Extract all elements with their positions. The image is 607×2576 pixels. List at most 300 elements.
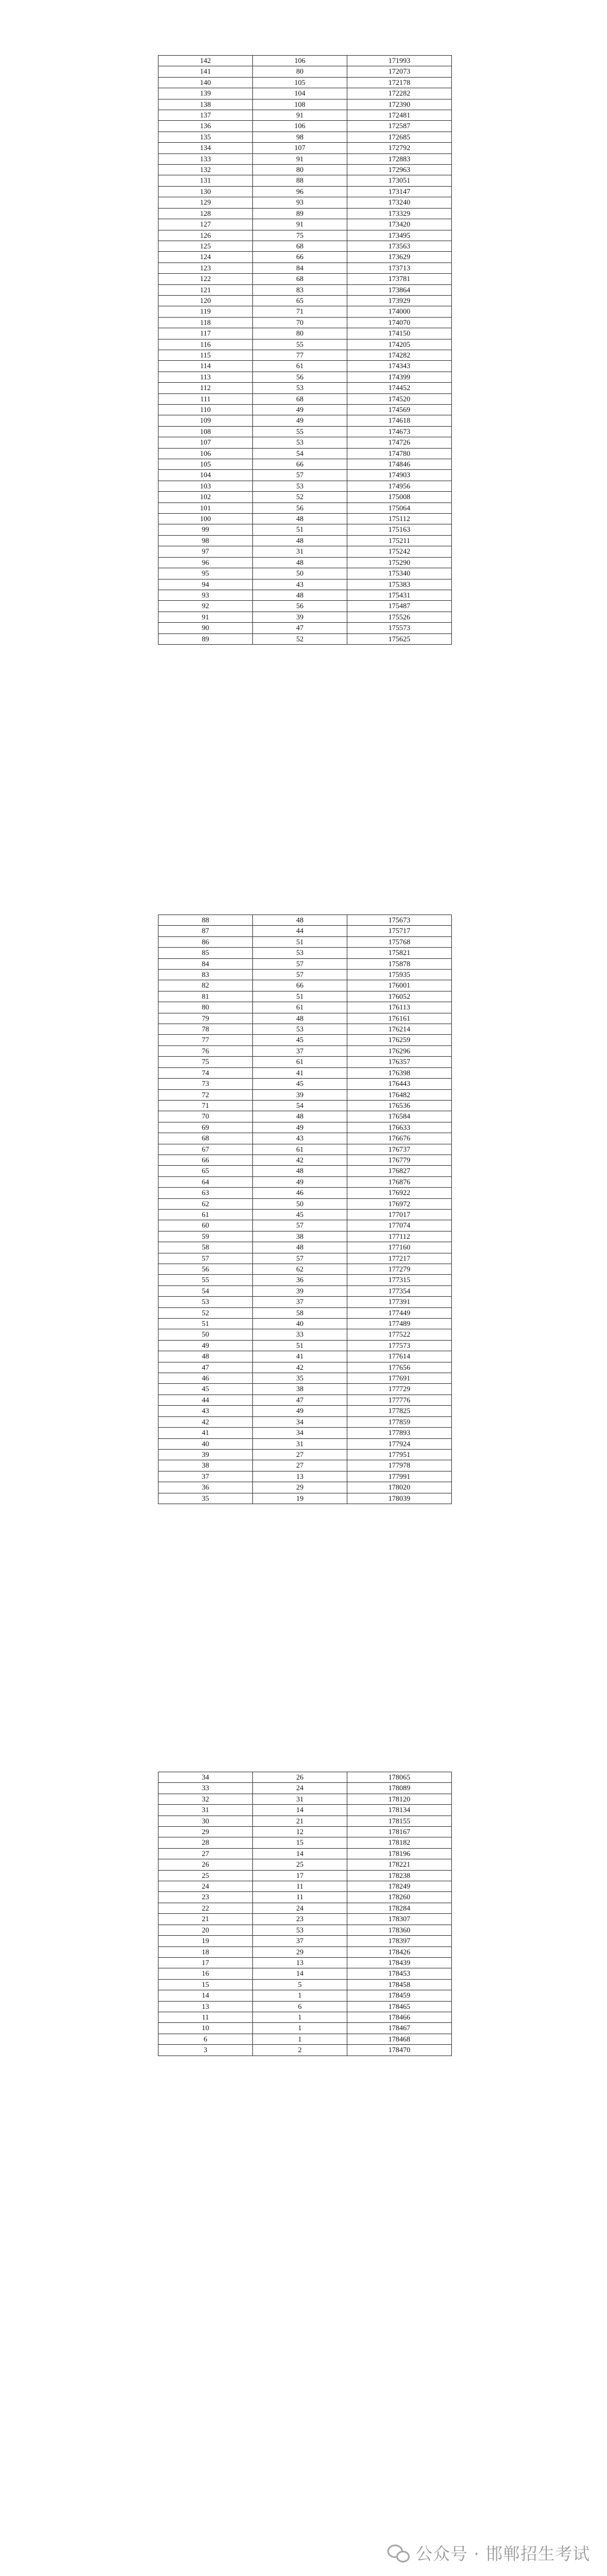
score-cell: 16 xyxy=(158,1968,253,1979)
table-row xyxy=(158,1892,452,1903)
count-cell: 107 xyxy=(253,143,347,153)
count-cell: 57 xyxy=(253,970,347,980)
score-cell: 85 xyxy=(158,948,253,958)
count-cell: 12 xyxy=(253,1827,347,1837)
cumulative-cell: 173147 xyxy=(347,186,452,197)
cumulative-cell: 176052 xyxy=(347,991,452,1002)
cumulative-cell: 175383 xyxy=(347,579,452,590)
count-cell: 55 xyxy=(253,426,347,437)
table-row xyxy=(158,1144,452,1155)
cumulative-cell: 174569 xyxy=(347,405,452,415)
table-row xyxy=(158,339,452,350)
table-row xyxy=(158,1870,452,1881)
count-cell: 61 xyxy=(253,1002,347,1013)
score-cell: 25 xyxy=(158,1870,253,1881)
cumulative-cell: 177017 xyxy=(347,1209,452,1220)
count-cell: 48 xyxy=(253,557,347,568)
table-row xyxy=(158,1373,452,1384)
score-cell: 6 xyxy=(158,2034,253,2044)
score-cell: 42 xyxy=(158,1416,253,1427)
cumulative-cell: 174618 xyxy=(347,415,452,426)
count-cell: 24 xyxy=(253,1903,347,1913)
score-cell: 131 xyxy=(158,175,253,186)
count-cell: 66 xyxy=(253,252,347,262)
table-row xyxy=(158,1155,452,1165)
score-cell: 51 xyxy=(158,1319,253,1329)
count-cell: 48 xyxy=(253,1242,347,1253)
score-cell: 18 xyxy=(158,1946,253,1957)
count-cell: 1 xyxy=(253,2034,347,2044)
cumulative-cell: 178221 xyxy=(347,1859,452,1870)
score-cell: 41 xyxy=(158,1428,253,1438)
count-cell: 38 xyxy=(253,1231,347,1242)
cumulative-cell: 178182 xyxy=(347,1837,452,1848)
count-cell: 88 xyxy=(253,175,347,186)
cumulative-cell: 176584 xyxy=(347,1111,452,1122)
score-cell: 83 xyxy=(158,970,253,980)
cumulative-cell: 175340 xyxy=(347,568,452,579)
cumulative-cell: 173629 xyxy=(347,252,452,262)
table-row xyxy=(158,219,452,230)
cumulative-cell: 178065 xyxy=(347,1772,452,1783)
count-cell: 43 xyxy=(253,579,347,590)
table-row xyxy=(158,1482,452,1493)
score-table-block-2 xyxy=(158,914,452,1504)
cumulative-cell: 175290 xyxy=(347,557,452,568)
table-row xyxy=(158,1449,452,1460)
count-cell: 51 xyxy=(253,1340,347,1351)
cumulative-cell: 177859 xyxy=(347,1416,452,1427)
count-cell: 1 xyxy=(253,1990,347,2001)
cumulative-cell: 174956 xyxy=(347,481,452,491)
table-row xyxy=(158,1384,452,1395)
cumulative-cell: 178284 xyxy=(347,1903,452,1913)
count-cell: 96 xyxy=(253,186,347,197)
score-cell: 69 xyxy=(158,1122,253,1133)
cumulative-cell: 175878 xyxy=(347,958,452,969)
table-row xyxy=(158,274,452,284)
cumulative-cell: 176737 xyxy=(347,1144,452,1155)
score-cell: 97 xyxy=(158,546,253,557)
cumulative-cell: 173929 xyxy=(347,295,452,306)
count-cell: 80 xyxy=(253,66,347,77)
score-cell: 75 xyxy=(158,1057,253,1067)
count-cell: 48 xyxy=(253,1166,347,1176)
cumulative-cell: 177217 xyxy=(347,1253,452,1264)
count-cell: 14 xyxy=(253,1805,347,1816)
table-row xyxy=(158,1035,452,1045)
score-cell: 106 xyxy=(158,448,253,459)
table-row xyxy=(158,165,452,175)
count-cell: 37 xyxy=(253,1045,347,1056)
score-cell: 63 xyxy=(158,1188,253,1198)
table-row xyxy=(158,1100,452,1111)
cumulative-cell: 178439 xyxy=(347,1957,452,1968)
count-cell: 61 xyxy=(253,1057,347,1067)
count-cell: 57 xyxy=(253,1253,347,1264)
count-cell: 91 xyxy=(253,219,347,230)
table-row xyxy=(158,121,452,132)
count-cell: 42 xyxy=(253,1155,347,1165)
count-cell: 104 xyxy=(253,88,347,99)
table-row xyxy=(158,2001,452,2012)
count-cell: 45 xyxy=(253,1035,347,1045)
cumulative-cell: 176443 xyxy=(347,1079,452,1089)
table-row xyxy=(158,1166,452,1176)
cumulative-cell: 175526 xyxy=(347,612,452,622)
count-cell: 57 xyxy=(253,470,347,481)
score-cell: 90 xyxy=(158,623,253,633)
table-row xyxy=(158,1406,452,1416)
score-cell: 10 xyxy=(158,2023,253,2034)
score-cell: 94 xyxy=(158,579,253,590)
score-cell: 59 xyxy=(158,1231,253,1242)
table-row xyxy=(158,1990,452,2001)
cumulative-cell: 177614 xyxy=(347,1351,452,1362)
score-cell: 88 xyxy=(158,915,253,926)
table-row xyxy=(158,1176,452,1187)
count-cell: 106 xyxy=(253,56,347,66)
count-cell: 51 xyxy=(253,524,347,535)
score-cell: 84 xyxy=(158,958,253,969)
score-cell: 33 xyxy=(158,1783,253,1794)
count-cell: 31 xyxy=(253,546,347,557)
score-cell: 112 xyxy=(158,383,253,393)
cumulative-cell: 174780 xyxy=(347,448,452,459)
score-cell: 48 xyxy=(158,1351,253,1362)
cumulative-cell: 176827 xyxy=(347,1166,452,1176)
count-cell: 75 xyxy=(253,230,347,241)
watermark-text: 公众号 · 邯郸招生考试 xyxy=(415,2545,590,2564)
table-row xyxy=(158,1209,452,1220)
score-cell: 36 xyxy=(158,1482,253,1493)
count-cell: 37 xyxy=(253,1936,347,1946)
count-cell: 6 xyxy=(253,2001,347,2012)
table-row xyxy=(158,612,452,622)
score-table-block-3 xyxy=(158,1772,452,2056)
table-row xyxy=(158,1837,452,1848)
count-cell: 27 xyxy=(253,1449,347,1460)
count-cell: 56 xyxy=(253,372,347,382)
count-cell: 52 xyxy=(253,492,347,502)
count-cell: 49 xyxy=(253,405,347,415)
count-cell: 44 xyxy=(253,926,347,936)
cumulative-cell: 178465 xyxy=(347,2001,452,2012)
count-cell: 57 xyxy=(253,958,347,969)
table-row xyxy=(158,936,452,947)
count-cell: 49 xyxy=(253,1176,347,1187)
cumulative-cell: 176779 xyxy=(347,1155,452,1165)
count-cell: 66 xyxy=(253,980,347,991)
score-cell: 95 xyxy=(158,568,253,579)
table-row xyxy=(158,1275,452,1285)
cumulative-cell: 178249 xyxy=(347,1881,452,1892)
table-row xyxy=(158,350,452,360)
score-cell: 31 xyxy=(158,1805,253,1816)
score-cell: 138 xyxy=(158,99,253,110)
score-cell: 20 xyxy=(158,1925,253,1935)
cumulative-cell: 175431 xyxy=(347,590,452,600)
cumulative-cell: 177825 xyxy=(347,1406,452,1416)
cumulative-cell: 173563 xyxy=(347,241,452,251)
table-row xyxy=(158,175,452,186)
table-row xyxy=(158,1242,452,1253)
cumulative-cell: 178458 xyxy=(347,1979,452,1990)
table-row xyxy=(158,88,452,99)
count-cell: 43 xyxy=(253,1133,347,1144)
cumulative-cell: 172685 xyxy=(347,132,452,142)
count-cell: 53 xyxy=(253,481,347,491)
table-row xyxy=(158,197,452,208)
count-cell: 57 xyxy=(253,1220,347,1231)
cumulative-cell: 176357 xyxy=(347,1057,452,1067)
count-cell: 48 xyxy=(253,1013,347,1024)
cumulative-cell: 173495 xyxy=(347,230,452,241)
table-row xyxy=(158,514,452,524)
table-row xyxy=(158,1002,452,1013)
score-cell: 123 xyxy=(158,262,253,273)
cumulative-cell: 175487 xyxy=(347,601,452,612)
cumulative-cell: 174846 xyxy=(347,459,452,470)
count-cell: 83 xyxy=(253,284,347,295)
table-row xyxy=(158,2023,452,2034)
cumulative-cell: 177315 xyxy=(347,1275,452,1285)
score-cell: 77 xyxy=(158,1035,253,1045)
table-row xyxy=(158,546,452,557)
cumulative-cell: 177112 xyxy=(347,1231,452,1242)
count-cell: 5 xyxy=(253,1979,347,1990)
count-cell: 48 xyxy=(253,590,347,600)
cumulative-cell: 173781 xyxy=(347,274,452,284)
cumulative-cell: 172792 xyxy=(347,143,452,153)
score-cell: 34 xyxy=(158,1772,253,1783)
cumulative-cell: 177729 xyxy=(347,1384,452,1395)
score-cell: 128 xyxy=(158,208,253,219)
score-cell: 58 xyxy=(158,1242,253,1253)
table-row xyxy=(158,1198,452,1209)
count-cell: 34 xyxy=(253,1428,347,1438)
wechat-icon xyxy=(387,2543,410,2561)
score-cell: 79 xyxy=(158,1013,253,1024)
table-row xyxy=(158,601,452,612)
table-row xyxy=(158,1013,452,1024)
table-row xyxy=(158,1057,452,1067)
score-cell: 21 xyxy=(158,1914,253,1925)
count-cell: 48 xyxy=(253,514,347,524)
cumulative-cell: 178360 xyxy=(347,1925,452,1935)
cumulative-cell: 175625 xyxy=(347,633,452,644)
count-cell: 31 xyxy=(253,1438,347,1449)
score-cell: 105 xyxy=(158,459,253,470)
score-cell: 28 xyxy=(158,1837,253,1848)
table-row xyxy=(158,1925,452,1935)
score-cell: 66 xyxy=(158,1155,253,1165)
count-cell: 39 xyxy=(253,612,347,622)
count-cell: 37 xyxy=(253,1297,347,1307)
table-row xyxy=(158,306,452,317)
count-cell: 34 xyxy=(253,1416,347,1427)
score-cell: 86 xyxy=(158,936,253,947)
cumulative-cell: 178120 xyxy=(347,1794,452,1804)
table-row xyxy=(158,1805,452,1816)
count-cell: 1 xyxy=(253,2023,347,2034)
count-cell: 39 xyxy=(253,1089,347,1100)
score-cell: 37 xyxy=(158,1471,253,1482)
table-row xyxy=(158,915,452,926)
count-cell: 23 xyxy=(253,1914,347,1925)
cumulative-cell: 175821 xyxy=(347,948,452,958)
score-cell: 104 xyxy=(158,470,253,481)
table-row xyxy=(158,1428,452,1438)
count-cell: 52 xyxy=(253,633,347,644)
cumulative-cell: 175008 xyxy=(347,492,452,502)
count-cell: 48 xyxy=(253,1111,347,1122)
cumulative-cell: 177573 xyxy=(347,1340,452,1351)
cumulative-cell: 178397 xyxy=(347,1936,452,1946)
table-row xyxy=(158,110,452,121)
count-cell: 40 xyxy=(253,1319,347,1329)
table-row xyxy=(158,186,452,197)
score-cell: 110 xyxy=(158,405,253,415)
score-cell: 45 xyxy=(158,1384,253,1395)
table-row xyxy=(158,208,452,219)
cumulative-cell: 177391 xyxy=(347,1297,452,1307)
table-row xyxy=(158,1122,452,1133)
table-row xyxy=(158,1783,452,1794)
score-cell: 130 xyxy=(158,186,253,197)
cumulative-cell: 178260 xyxy=(347,1892,452,1903)
score-cell: 125 xyxy=(158,241,253,251)
table-row xyxy=(158,492,452,502)
score-cell: 134 xyxy=(158,143,253,153)
score-table-block-1 xyxy=(158,55,452,645)
score-cell: 109 xyxy=(158,415,253,426)
cumulative-cell: 173329 xyxy=(347,208,452,219)
score-cell: 11 xyxy=(158,2012,253,2022)
score-cell: 119 xyxy=(158,306,253,317)
score-cell: 87 xyxy=(158,926,253,936)
score-cell: 55 xyxy=(158,1275,253,1285)
cumulative-cell: 176259 xyxy=(347,1035,452,1045)
score-cell: 54 xyxy=(158,1285,253,1296)
cumulative-cell: 177656 xyxy=(347,1362,452,1373)
table-row xyxy=(158,1827,452,1837)
count-cell: 53 xyxy=(253,1024,347,1035)
score-cell: 17 xyxy=(158,1957,253,1968)
table-row xyxy=(158,470,452,481)
table-row xyxy=(158,1979,452,1990)
cumulative-cell: 175064 xyxy=(347,502,452,513)
score-cell: 52 xyxy=(158,1307,253,1318)
table-row xyxy=(158,459,452,470)
table-row xyxy=(158,1395,452,1405)
table-row xyxy=(158,230,452,241)
score-cell: 132 xyxy=(158,165,253,175)
table-row xyxy=(158,295,452,306)
table-row xyxy=(158,448,452,459)
cumulative-cell: 178470 xyxy=(347,2045,452,2056)
count-cell: 33 xyxy=(253,1329,347,1340)
table-row xyxy=(158,1362,452,1373)
count-cell: 106 xyxy=(253,121,347,132)
cumulative-cell: 172073 xyxy=(347,66,452,77)
cumulative-cell: 175163 xyxy=(347,524,452,535)
count-cell: 65 xyxy=(253,295,347,306)
score-cell: 126 xyxy=(158,230,253,241)
score-cell: 139 xyxy=(158,88,253,99)
score-cell: 80 xyxy=(158,1002,253,1013)
cumulative-cell: 172390 xyxy=(347,99,452,110)
score-cell: 99 xyxy=(158,524,253,535)
cumulative-cell: 177893 xyxy=(347,1428,452,1438)
score-cell: 120 xyxy=(158,295,253,306)
score-cell: 118 xyxy=(158,317,253,328)
count-cell: 66 xyxy=(253,459,347,470)
count-cell: 55 xyxy=(253,339,347,350)
score-cell: 121 xyxy=(158,284,253,295)
cumulative-cell: 173713 xyxy=(347,262,452,273)
cumulative-cell: 174726 xyxy=(347,437,452,448)
score-cell: 137 xyxy=(158,110,253,121)
score-cell: 61 xyxy=(158,1209,253,1220)
count-cell: 58 xyxy=(253,1307,347,1318)
table-row xyxy=(158,383,452,393)
cumulative-cell: 176296 xyxy=(347,1045,452,1056)
table-row xyxy=(158,1416,452,1427)
score-cell: 72 xyxy=(158,1089,253,1100)
count-cell: 38 xyxy=(253,1384,347,1395)
cumulative-cell: 175673 xyxy=(347,915,452,926)
cumulative-cell: 177074 xyxy=(347,1220,452,1231)
cumulative-cell: 175935 xyxy=(347,970,452,980)
table-row xyxy=(158,1903,452,1913)
table-row xyxy=(158,1024,452,1035)
count-cell: 29 xyxy=(253,1946,347,1957)
cumulative-cell: 177991 xyxy=(347,1471,452,1482)
score-cell: 101 xyxy=(158,502,253,513)
cumulative-cell: 174205 xyxy=(347,339,452,350)
score-cell: 93 xyxy=(158,590,253,600)
cumulative-cell: 175717 xyxy=(347,926,452,936)
table-row xyxy=(158,1045,452,1056)
count-cell: 53 xyxy=(253,948,347,958)
score-cell: 141 xyxy=(158,66,253,77)
cumulative-cell: 174000 xyxy=(347,306,452,317)
score-cell: 107 xyxy=(158,437,253,448)
table-row xyxy=(158,970,452,980)
score-cell: 100 xyxy=(158,514,253,524)
score-cell: 14 xyxy=(158,1990,253,2001)
cumulative-cell: 177691 xyxy=(347,1373,452,1384)
table-row xyxy=(158,2045,452,2056)
score-cell: 73 xyxy=(158,1079,253,1089)
count-cell: 56 xyxy=(253,601,347,612)
score-cell: 82 xyxy=(158,980,253,991)
count-cell: 24 xyxy=(253,1783,347,1794)
score-cell: 65 xyxy=(158,1166,253,1176)
cumulative-cell: 172587 xyxy=(347,121,452,132)
table-row xyxy=(158,1460,452,1471)
table-row xyxy=(158,557,452,568)
table-row xyxy=(158,132,452,142)
score-cell: 27 xyxy=(158,1848,253,1859)
cumulative-cell: 177522 xyxy=(347,1329,452,1340)
table-row xyxy=(158,1253,452,1264)
score-cell: 23 xyxy=(158,1892,253,1903)
table-row xyxy=(158,241,452,251)
count-cell: 105 xyxy=(253,77,347,88)
table-row xyxy=(158,1264,452,1275)
